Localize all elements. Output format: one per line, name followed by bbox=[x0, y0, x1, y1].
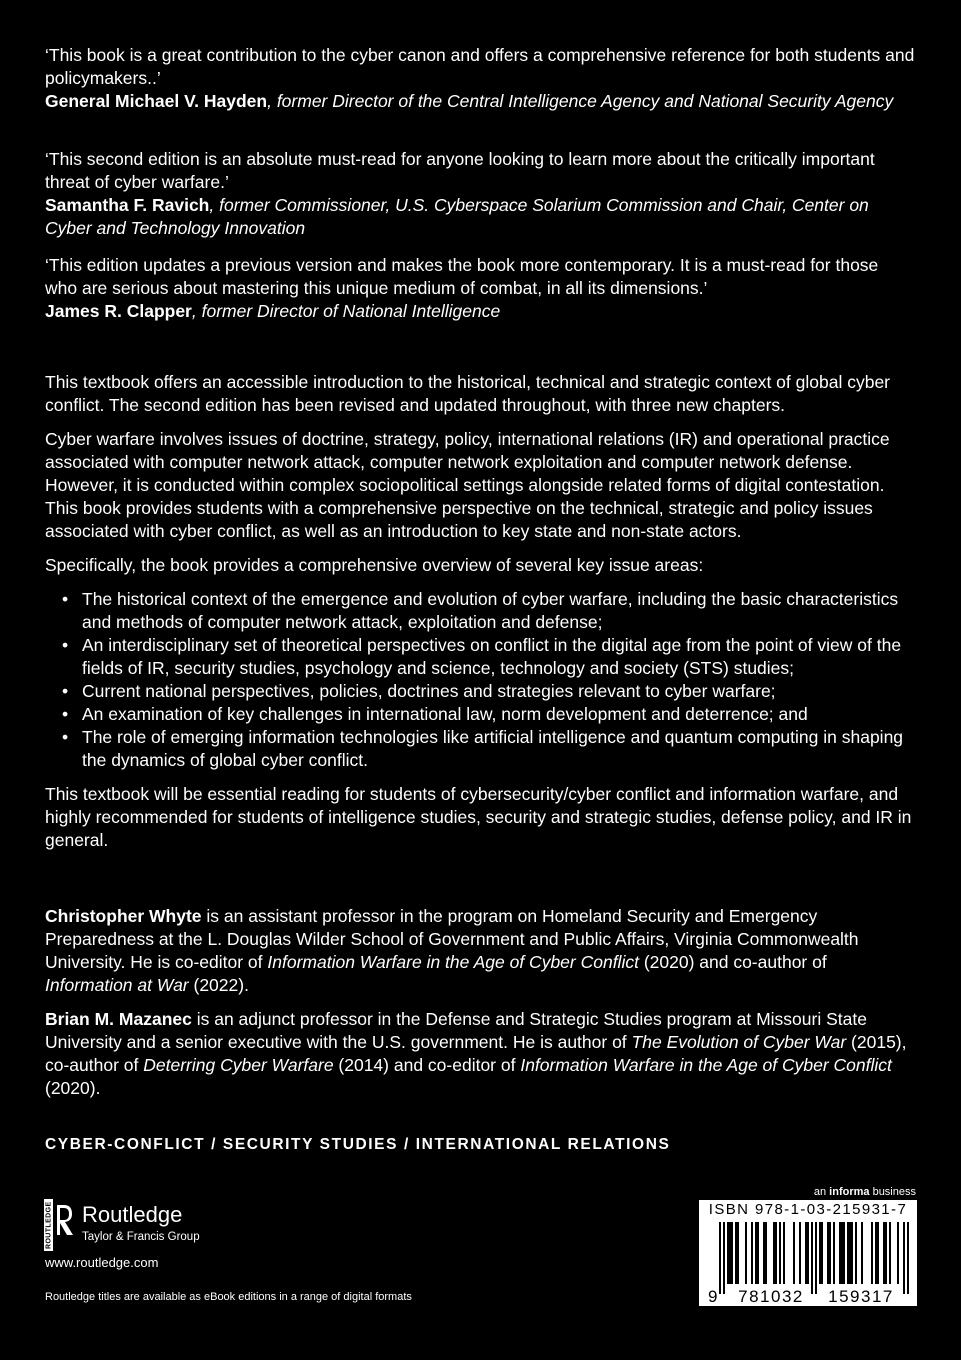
list-item: • The role of emerging information technologies like artificial intelligence and quantum computing in shaping the dynamics of global cyber conflict. bbox=[62, 727, 904, 770]
barcode-bar bbox=[815, 1222, 817, 1294]
barcode-bar bbox=[751, 1222, 753, 1284]
bullet-icon: • bbox=[62, 635, 69, 655]
author-bio-whyte: Christopher Whyte is an assistant professor in the program on Homeland Security and Emergency Preparedness at the L. Douglas Wilder School of Government and Public Affairs, Virginia Commonwealth University. He is co-editor of Information Warfare in the Age of Cyber Conflict (2020) and co-author of Information at War (2022). bbox=[45, 906, 859, 995]
review-quote: ‘This edition updates a previous version and makes the book more contemporary. It is a must-read for those who are serious about mastering this unique medium of combat, in all its dimensions.’ bbox=[45, 255, 879, 298]
logo-side-text: ROUTLEDGE bbox=[45, 1201, 53, 1249]
routledge-logo-icon bbox=[44, 1199, 74, 1251]
publisher-group: Taylor & Francis Group bbox=[82, 1231, 200, 1243]
list-item: • An examination of key challenges in international law, norm development and deterrence; and bbox=[62, 704, 808, 724]
review-attribution bbox=[45, 300, 915, 323]
barcode-bar bbox=[779, 1222, 781, 1284]
barcode-bar bbox=[883, 1222, 885, 1284]
barcode-bar bbox=[821, 1222, 823, 1284]
barcode-left-digits: 781032 bbox=[738, 1287, 804, 1306]
barcode-bar bbox=[875, 1222, 877, 1284]
reviewer-name: General Michael V. Hayden bbox=[45, 91, 268, 111]
barcode-bar bbox=[727, 1222, 729, 1284]
barcode-bar bbox=[827, 1222, 829, 1284]
barcode-bar bbox=[719, 1222, 721, 1294]
barcode-bar bbox=[907, 1222, 909, 1294]
list-item: • The historical context of the emergence and evolution of cyber warfare, including the basic characteristics and methods of computer network attack, exploitation and defense; bbox=[62, 589, 899, 632]
author-bios bbox=[45, 905, 915, 1111]
barcode-bar bbox=[807, 1222, 809, 1284]
bullet-icon: • bbox=[62, 704, 69, 724]
publisher-url: www.routledge.com bbox=[45, 1255, 159, 1270]
barcode-bar bbox=[897, 1222, 899, 1284]
issue-list bbox=[45, 588, 915, 772]
barcode-lead-digit: 9 bbox=[708, 1287, 718, 1306]
description-intro: This textbook offers an accessible introduction to the historical, technical and strategic context of global cyber conflict. The second edition has been revised and updated throughout, with three new chapters. bbox=[45, 372, 890, 415]
subject-categories: CYBER-CONFLICT / SECURITY STUDIES / INTERNATIONAL RELATIONS bbox=[45, 1136, 671, 1153]
bullet-icon: • bbox=[62, 681, 69, 701]
reviewer-role: , former Director of National Intelligence bbox=[191, 301, 501, 321]
barcode-bar bbox=[783, 1222, 785, 1284]
barcode-bar bbox=[737, 1222, 739, 1284]
barcode-bar bbox=[889, 1222, 891, 1284]
barcode-bar bbox=[745, 1222, 747, 1284]
description-body: Cyber warfare involves issues of doctrine, strategy, policy, international relations (IR) and operational practice associated with computer network attack, computer network exploitation and computer network defense. However, it is conducted within complex sociopolitical settings alongside related forms of digital contestation. This book provides students with a comprehensive perspective on the technical, strategic and policy issues associated with cyber conflict, as well as an introduction to key state and non-state actors. bbox=[45, 429, 890, 541]
barcode-bar bbox=[903, 1222, 905, 1294]
barcode-bar bbox=[799, 1222, 801, 1284]
barcode-bar bbox=[757, 1222, 759, 1284]
barcode-bar bbox=[877, 1222, 879, 1284]
barcode-bar bbox=[849, 1222, 851, 1284]
barcode-bar bbox=[833, 1222, 835, 1284]
author-name: Brian M. Mazanec bbox=[45, 1009, 192, 1029]
barcode-bar bbox=[723, 1222, 725, 1294]
reviewer-role: , former Commissioner, U.S. Cyberspace Solarium Commission and Chair, Center on Cyber and Technology Innovation bbox=[45, 195, 869, 238]
barcode-bar bbox=[885, 1222, 887, 1284]
barcode-bar bbox=[773, 1222, 775, 1284]
review-attribution bbox=[45, 90, 915, 113]
review-quote: ‘This book is a great contribution to the cyber canon and offers a comprehensive reference for both students and policymakers..’ bbox=[45, 45, 915, 88]
author-name: Christopher Whyte bbox=[45, 906, 202, 926]
barcode-bar bbox=[819, 1222, 821, 1284]
ebook-availability-note: Routledge titles are available as eBook editions in a range of digital formats bbox=[45, 1291, 412, 1303]
barcode-bar bbox=[861, 1222, 863, 1284]
review-quote: ‘This second edition is an absolute must-read for anyone looking to learn more about the critically important threat of cyber warfare.’ bbox=[45, 149, 875, 192]
reviewer-name: James R. Clapper bbox=[45, 301, 192, 321]
barcode-bar bbox=[729, 1222, 731, 1284]
barcode-bar bbox=[731, 1222, 733, 1284]
barcode-bar bbox=[839, 1222, 841, 1284]
routledge-logo bbox=[44, 1199, 224, 1251]
reviewer-name: Samantha F. Ravich bbox=[45, 195, 210, 215]
isbn-barcode bbox=[699, 1200, 917, 1306]
barcode-bar bbox=[829, 1222, 831, 1284]
review-attribution bbox=[45, 194, 915, 240]
book-description bbox=[45, 371, 915, 863]
barcode-bar bbox=[851, 1222, 853, 1284]
review-3 bbox=[45, 254, 915, 323]
barcode-bar bbox=[805, 1222, 807, 1284]
barcode-graphic bbox=[699, 1200, 917, 1306]
barcode-bar bbox=[855, 1222, 857, 1284]
review-1 bbox=[45, 44, 915, 113]
bullet-icon: • bbox=[62, 589, 69, 609]
barcode-bar bbox=[871, 1222, 873, 1284]
reviewer-role: , former Director of the Central Intelligence Agency and National Security Agency bbox=[267, 91, 894, 111]
barcode-right-digits: 159317 bbox=[828, 1287, 894, 1306]
barcode-bar bbox=[775, 1222, 777, 1284]
barcode-bar bbox=[841, 1222, 843, 1284]
barcode-bar bbox=[843, 1222, 845, 1284]
review-2 bbox=[45, 148, 915, 240]
barcode-bar bbox=[735, 1222, 737, 1284]
bullet-icon: • bbox=[62, 727, 69, 747]
author-bio-mazanec: Brian M. Mazanec is an adjunct professor in the Defense and Strategic Studies program at Missouri State University and a senior executive with the U.S. government. He is author of The Evolution of Cyber War (2015), co-author of Deterring Cyber Warfare (2014) and co-editor of Information Warfare in the Age of Cyber Conflict (2020). bbox=[45, 1009, 907, 1098]
barcode-bar bbox=[811, 1222, 813, 1294]
barcode-bar bbox=[847, 1222, 849, 1284]
description-closing: This textbook will be essential reading for students of cybersecurity/cyber conflict and information warfare, and highly recommended for students of intelligence studies, security and strategic studies, defense policy, and IR in general. bbox=[45, 784, 912, 850]
isbn-number: ISBN 978-1-03-215931-7 bbox=[708, 1201, 908, 1218]
list-item: • An interdisciplinary set of theoretical perspectives on conflict in the digital age from the point of view of the fields of IR, security studies, psychology and science, technology and society (STS) studies; bbox=[62, 635, 902, 678]
barcode-bar bbox=[765, 1222, 767, 1284]
list-item: • Current national perspectives, policies, doctrines and strategies relevant to cyber warfare; bbox=[62, 681, 776, 701]
description-lead: Specifically, the book provides a comprehensive overview of several key issue areas: bbox=[45, 555, 704, 575]
barcode-bar bbox=[793, 1222, 795, 1284]
barcode-bar bbox=[763, 1222, 765, 1284]
informa-business-tag: an informa business bbox=[813, 1186, 916, 1198]
barcode-bar bbox=[755, 1222, 757, 1284]
publisher-name: Routledge bbox=[82, 1202, 183, 1227]
